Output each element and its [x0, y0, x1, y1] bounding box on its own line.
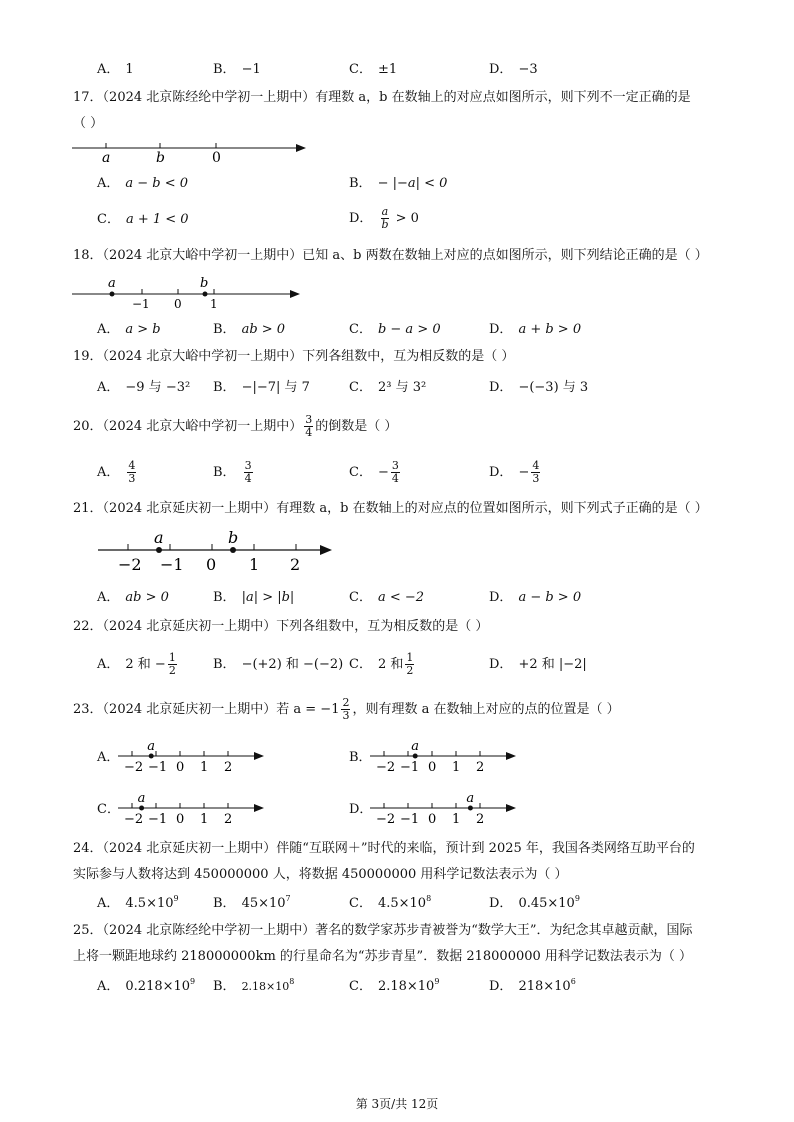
- q19-option-c: C． 2³ 与 3²: [349, 380, 427, 395]
- q17-number-line: [72, 140, 312, 168]
- q22-option-c: C． 2 和 $\frac{1}{2}$: [349, 651, 414, 677]
- q23-option-b-label: B．: [349, 750, 372, 765]
- axis-tick-label: 1: [200, 760, 209, 775]
- axis-tick-label: −2: [124, 760, 144, 775]
- q22-stem: 22．（2024 北京延庆初一上期中）下列各组数中，互为相反数的是（ ）: [73, 619, 489, 634]
- q22-option-a: A． 2 和 − $\frac{1}{2}$: [97, 651, 176, 677]
- q24-stem-line2: 实际参与人数将达到 450000000 人，将数据 450000000 用科学记数法表示为（ ）: [73, 867, 568, 882]
- q17-axis-label-b: b: [156, 150, 165, 166]
- axis-tick-label: −2: [376, 812, 396, 827]
- q20-option-d: D． − $\frac{4}{3}$: [489, 459, 540, 485]
- q21-axis-label-1: 1: [249, 555, 260, 574]
- q23-number-line-d: [370, 790, 520, 826]
- q25-stem-line2: 上将一颗距地球约 218000000km 的行星命名为“苏步青星”．数据 218000000 用科学记数法表示为（ ）: [73, 949, 693, 964]
- q21-axis-label-2: 2: [290, 555, 301, 574]
- axis-tick-label: 2: [476, 812, 485, 827]
- axis-tick-label: 2: [224, 812, 233, 827]
- axis-arrow: [254, 804, 264, 812]
- axis-tick-label: −1: [148, 812, 168, 827]
- point-label-a: a: [411, 739, 419, 754]
- axis-tick-label: 1: [452, 812, 461, 827]
- q21-stem: 21．（2024 北京延庆初一上期中）有理数 a，b 在数轴上的对应点的位置如图所示，则下列式子正确的是（ ）: [73, 501, 708, 516]
- axis-tick-label: −1: [400, 812, 420, 827]
- q19-option-a: A． −9 与 −3²: [97, 380, 191, 395]
- axis-tick-label: 1: [452, 760, 461, 775]
- axis-arrow: [506, 804, 516, 812]
- axis-tick-label: −2: [124, 812, 144, 827]
- axis-tick-label: 0: [176, 812, 185, 827]
- q21-axis-label-neg2: −2: [118, 555, 142, 574]
- q20-option-a: A． $\frac{4}{3}$: [97, 459, 136, 485]
- q21-option-a: A． ab > 0: [97, 590, 169, 605]
- q23-number-line-a: [118, 738, 268, 774]
- q20-option-b: B． $\frac{3}{4}$: [213, 459, 252, 485]
- axis-tick-label: 1: [200, 812, 209, 827]
- q18-option-c: C． b − a > 0: [349, 322, 441, 337]
- q24-option-a: A． $4.5\times 10^9$: [97, 894, 179, 911]
- axis-tick-label: 2: [224, 760, 233, 775]
- q17-option-d: D． $\frac{a}{b}$ > 0: [349, 205, 419, 231]
- q17-axis-label-a: a: [102, 150, 111, 166]
- q25-option-a: A． $0.218\times 10^9$: [97, 977, 196, 994]
- q21-axis-label-neg1: −1: [160, 555, 184, 574]
- point-a: [149, 754, 154, 759]
- q24-option-c: C． $4.5\times 10^8$: [349, 894, 432, 911]
- q25-option-c: C． $2.18\times 10^9$: [349, 977, 440, 994]
- q18-point-label-b: b: [200, 276, 209, 291]
- point-label-a: a: [147, 739, 155, 754]
- q22-option-b: B． −(+2) 和 −(−2): [213, 657, 344, 672]
- q18-axis-label-neg1: −1: [132, 297, 150, 311]
- q25-stem-line1: 25．（2024 北京陈经纶中学初一上期中）著名的数学家苏步青被誉为“数学大王”．为纪念其卓越贡献，国际: [73, 923, 693, 938]
- q18-option-b: B． ab > 0: [213, 322, 286, 337]
- page-footer: 第 3页/共 12页: [355, 1097, 439, 1111]
- q16-option-b: B． −1: [213, 62, 261, 77]
- q19-stem: 19．（2024 北京大峪中学初一上期中）下列各组数中，互为相反数的是（ ）: [73, 349, 515, 364]
- q25-option-b: B． $2.18\times 10^8$: [213, 977, 295, 994]
- q23-option-c-label: C．: [97, 802, 120, 817]
- q19-option-d: D． −(−3) 与 3: [489, 380, 589, 395]
- q23-number-line-c: [118, 790, 268, 826]
- q21-option-d: D． a − b > 0: [489, 590, 582, 605]
- axis-tick-label: −1: [400, 760, 420, 775]
- axis-tick-label: 0: [428, 812, 437, 827]
- axis-arrow: [254, 752, 264, 760]
- point-label-a: a: [466, 791, 475, 806]
- q25-option-d: D． $218\times 10^6$: [489, 977, 576, 994]
- q18-stem: 18．（2024 北京大峪中学初一上期中）已知 a、b 两数在数轴上对应的点如图所示，则下列结论正确的是（ ）: [73, 248, 708, 263]
- q21-point-label-a: a: [154, 528, 164, 547]
- q21-point-label-b: b: [228, 528, 239, 547]
- q17-stem-paren: （ ）: [73, 116, 104, 131]
- q18-option-d: D． a + b > 0: [489, 322, 582, 337]
- q16-option-d: D． −3: [489, 62, 538, 77]
- axis-tick-label: 2: [476, 760, 485, 775]
- point-a: [413, 754, 418, 759]
- q17-option-b: B． − |−a| < 0: [349, 176, 448, 191]
- axis-tick-label: −1: [148, 760, 168, 775]
- point-a: [139, 806, 144, 811]
- axis-arrow: [506, 752, 516, 760]
- q24-option-b: B． $45\times 10^7$: [213, 894, 291, 911]
- q23-stem: 23．（2024 北京延庆初一上期中）若 a = −1 $\frac{2}{3}$ ，则有理数 a 在数轴上对应的点的位置是（ ）: [73, 696, 620, 722]
- q23-option-d-label: D．: [349, 802, 373, 817]
- q16-option-a: A． 1: [97, 62, 134, 77]
- q21-number-line: [98, 528, 338, 576]
- axis-tick-label: 0: [176, 760, 185, 775]
- point-a: [468, 806, 473, 811]
- q17-option-a: A． a − b < 0: [97, 176, 189, 191]
- q17-stem: 17．（2024 北京陈经纶中学初一上期中）有理数 a，b 在数轴上的对应点如图所示，则下列不一定正确的是: [73, 90, 691, 105]
- q17-axis-label-0: 0: [212, 150, 221, 166]
- q20-option-c: C． − $\frac{3}{4}$: [349, 459, 399, 485]
- q24-stem-line1: 24．（2024 北京延庆初一上期中）伴随“互联网＋”时代的来临，预计到 2025 年，我国各类网络互助平台的: [73, 841, 695, 856]
- q18-axis-label-0: 0: [174, 297, 182, 311]
- q22-option-d: D． +2 和 |−2|: [489, 657, 587, 672]
- axis-tick-label: −2: [376, 760, 396, 775]
- axis-tick-label: 0: [428, 760, 437, 775]
- q20-stem: 20．（2024 北京大峪中学初一上期中） $\frac{3}{4}$ 的倒数是（ ）: [73, 413, 398, 439]
- q16-option-c: C． ±1: [349, 62, 398, 77]
- q23-option-a-label: A．: [97, 750, 120, 765]
- q19-option-b: B． −|−7| 与 7: [213, 380, 310, 395]
- q18-option-a: A． a > b: [97, 322, 161, 337]
- q18-axis-label-1: 1: [210, 297, 218, 311]
- q21-option-b: B． |a| > |b|: [213, 590, 295, 605]
- q23-number-line-b: [370, 738, 520, 774]
- q18-number-line: [72, 274, 312, 310]
- q21-axis-label-0: 0: [206, 555, 217, 574]
- q24-option-d: D． $0.45\times 10^9$: [489, 894, 580, 911]
- q21-option-c: C． a < −2: [349, 590, 425, 605]
- point-label-a: a: [137, 791, 146, 806]
- q17-option-c: C． a + 1 < 0: [97, 212, 189, 227]
- q18-point-label-a: a: [108, 276, 116, 291]
